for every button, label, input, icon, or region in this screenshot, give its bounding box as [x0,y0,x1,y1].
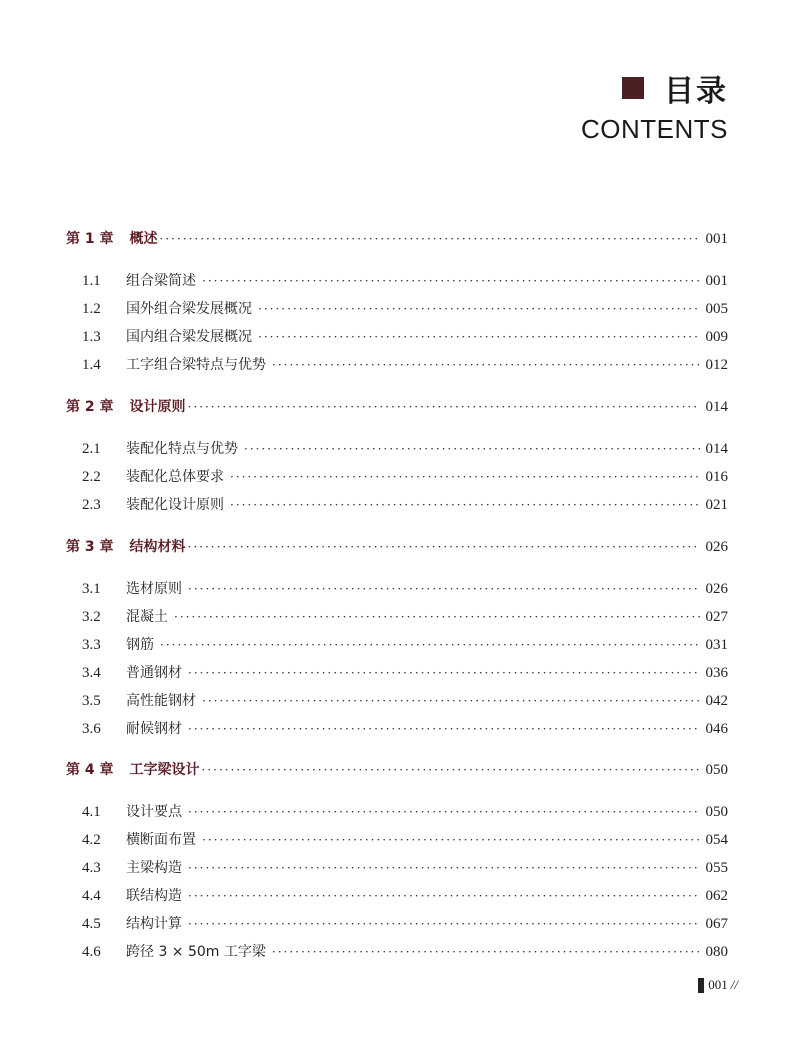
page-footer [698,977,738,993]
dot-leader [160,633,700,657]
dot-leader [188,661,700,685]
toc-section-row [82,437,728,461]
page-number: 067 [705,916,728,932]
page-number: 014 [705,441,728,457]
toc-chapter-row [66,227,728,251]
dot-leader [202,269,700,293]
page-number: 021 [705,497,728,513]
toc-chapter-row [66,758,728,782]
dot-leader [258,325,700,349]
section-title: 组合梁简述 [126,273,196,289]
section-title: 横断面布置 [126,832,196,848]
page-number: 026 [705,539,728,555]
section-number: 4.1 [82,804,101,820]
dot-leader [188,884,700,908]
section-title: 选材原则 [126,581,182,597]
dot-leader [174,605,700,629]
chapter-title: 工字梁设计 [129,762,200,778]
section-title: 装配化特点与优势 [126,441,238,457]
page-number: 001 [705,231,728,247]
section-number: 2.2 [82,469,101,485]
toc-section-row [82,940,728,964]
section-title: 混凝土 [126,609,168,625]
toc-section-row [82,605,728,629]
toc-section-row [82,493,728,517]
section-title: 耐候钢材 [126,721,182,737]
page-title: 目录 [664,74,728,109]
chapter-number: 第 4 章 [66,762,114,778]
chapter-title: 概述 [129,231,158,247]
dot-leader [202,689,700,713]
toc-section-row [82,325,728,349]
toc-section-row [82,465,728,489]
toc-section-row [82,353,728,377]
section-number: 4.3 [82,860,101,876]
page-number: 042 [705,693,728,709]
footer-mark: // [730,977,738,992]
toc-section-row [82,689,728,713]
dot-leader [230,493,700,517]
section-title: 装配化总体要求 [126,469,224,485]
page-number: 036 [705,665,728,681]
page-number: 055 [705,860,728,876]
page-number: 050 [705,762,728,778]
toc-section-row [82,828,728,852]
dot-leader [188,717,700,741]
page-number: 062 [705,888,728,904]
dot-leader [202,828,700,852]
section-number: 1.1 [82,273,101,289]
page-number: 046 [705,721,728,737]
page-number: 005 [705,301,728,317]
toc-chapter-row [66,395,728,419]
chapter-number: 第 2 章 [66,399,114,415]
section-title: 国外组合梁发展概况 [126,301,252,317]
toc-section-row [82,856,728,880]
section-number: 4.5 [82,916,101,932]
section-title: 结构计算 [126,916,182,932]
dot-leader [188,535,700,559]
dot-leader [258,297,700,321]
section-title: 跨径 3 × 50m 工字梁 [126,944,266,960]
dot-leader [244,437,700,461]
page-number: 026 [705,581,728,597]
dot-leader [272,353,700,377]
dot-leader [230,465,700,489]
section-number: 3.2 [82,609,101,625]
toc-section-row [82,297,728,321]
section-number: 3.3 [82,637,101,653]
toc-section-row [82,661,728,685]
chapter-number: 第 3 章 [66,539,114,555]
section-number: 1.3 [82,329,101,345]
dot-leader [272,940,700,964]
page-number: 050 [705,804,728,820]
toc-section-row [82,577,728,601]
toc-section-row [82,884,728,908]
dot-leader [160,227,700,251]
section-title: 设计要点 [126,804,182,820]
page-number: 016 [705,469,728,485]
page-number: 001 [705,273,728,289]
dot-leader [188,800,700,824]
toc-section-row [82,912,728,936]
section-title: 装配化设计原则 [126,497,224,513]
page-number: 012 [705,357,728,373]
dot-leader [202,758,700,782]
section-title: 主梁构造 [126,860,182,876]
section-number: 3.1 [82,581,101,597]
section-title: 普通钢材 [126,665,182,681]
toc-section-row [82,800,728,824]
page-number: 027 [705,609,728,625]
page-number: 031 [705,637,728,653]
section-number: 1.4 [82,357,101,373]
dot-leader [188,395,700,419]
footer-bar-icon [698,978,704,993]
dot-leader [188,856,700,880]
section-number: 4.6 [82,944,101,960]
page-number: 014 [705,399,728,415]
toc-chapter-row [66,535,728,559]
footer-page-number: 001 [708,977,728,992]
page-number: 080 [705,944,728,960]
section-number: 3.6 [82,721,101,737]
section-number: 2.3 [82,497,101,513]
page-subtitle: CONTENTS [581,114,728,144]
dot-leader [188,912,700,936]
section-number: 2.1 [82,441,101,457]
section-title: 工字组合梁特点与优势 [126,357,266,373]
page-number: 009 [705,329,728,345]
section-title: 钢筋 [126,637,154,653]
chapter-title: 设计原则 [129,399,186,415]
page-number: 054 [705,832,728,848]
section-title: 国内组合梁发展概况 [126,329,252,345]
section-number: 3.5 [82,693,101,709]
toc-section-row [82,717,728,741]
toc-section-row [82,633,728,657]
section-title: 高性能钢材 [126,693,196,709]
chapter-title: 结构材料 [129,539,186,555]
toc-section-row [82,269,728,293]
section-number: 4.2 [82,832,101,848]
section-title: 联结构造 [126,888,182,904]
section-number: 4.4 [82,888,101,904]
section-number: 3.4 [82,665,101,681]
dot-leader [188,577,700,601]
chapter-number: 第 1 章 [66,231,114,247]
section-number: 1.2 [82,301,101,317]
